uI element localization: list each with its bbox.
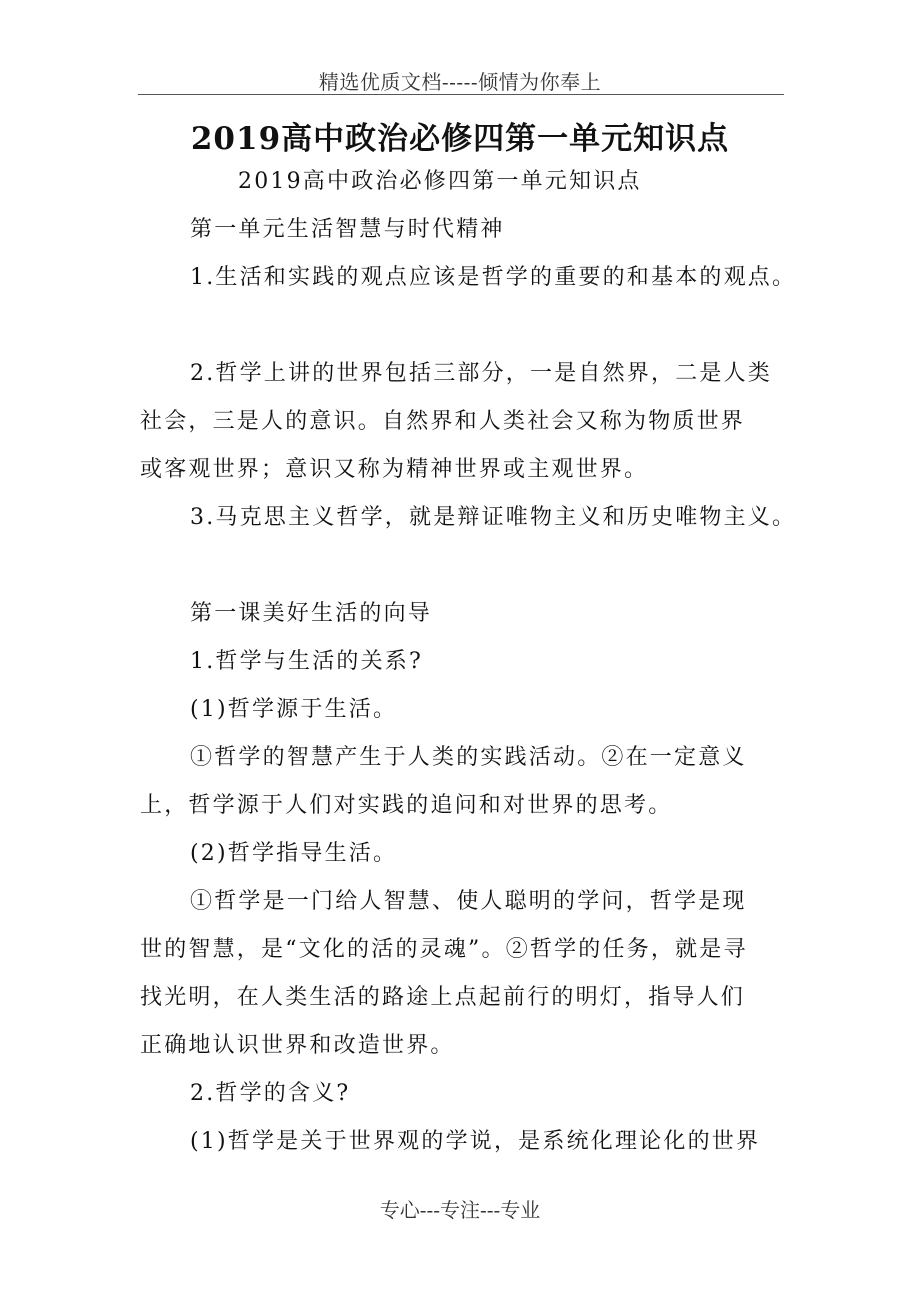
body-line: 上，哲学源于人们对实践的追问和对世界的思考。 [140,793,673,818]
body-line: 社会，三是人的意识。自然界和人类社会又称为物质世界 [140,409,746,434]
page-header: 精选优质文档-----倾情为你奉上 [318,70,602,94]
body-line: (1)哲学源于生活。 [190,697,398,722]
body-line: 正确地认识世界和改造世界。 [140,1033,455,1058]
document-title: 2019高中政治必修四第一单元知识点 [190,121,730,157]
body-line: 世的智慧，是“文化的活的灵魂”。②哲学的任务，就是寻 [140,937,748,962]
body-line: ①哲学的智慧产生于人类的实践活动。②在一定意义 [190,745,747,770]
body-line: 2.哲学上讲的世界包括三部分，一是自然界，二是人类 [190,361,772,386]
body-line: 第一单元生活智慧与时代精神 [190,217,505,242]
body-line: 第一课美好生活的向导 [190,601,433,626]
body-line: (1)哲学是关于世界观的学说，是系统化理论化的世界 [190,1129,761,1154]
body-line: 3.马克思主义哲学，就是辩证唯物主义和历史唯物主义。 [190,505,797,530]
body-line: 1.哲学与生活的关系? [190,649,423,674]
body-line: ①哲学是一门给人智慧、使人聪明的学问，哲学是现 [190,889,747,914]
body-line: (2)哲学指导生活。 [190,841,398,866]
body-line: 或客观世界；意识又称为精神世界或主观世界。 [140,457,649,482]
page-footer: 专心---专注---专业 [379,1198,541,1222]
header-divider [138,94,784,95]
body-line: 2.哲学的含义? [190,1081,351,1106]
body-line: 1.生活和实践的观点应该是哲学的重要的和基本的观点。 [190,265,797,290]
body-line: 2019高中政治必修四第一单元知识点 [238,169,642,194]
body-line: 找光明，在人类生活的路途上点起前行的明灯，指导人们 [140,985,746,1010]
